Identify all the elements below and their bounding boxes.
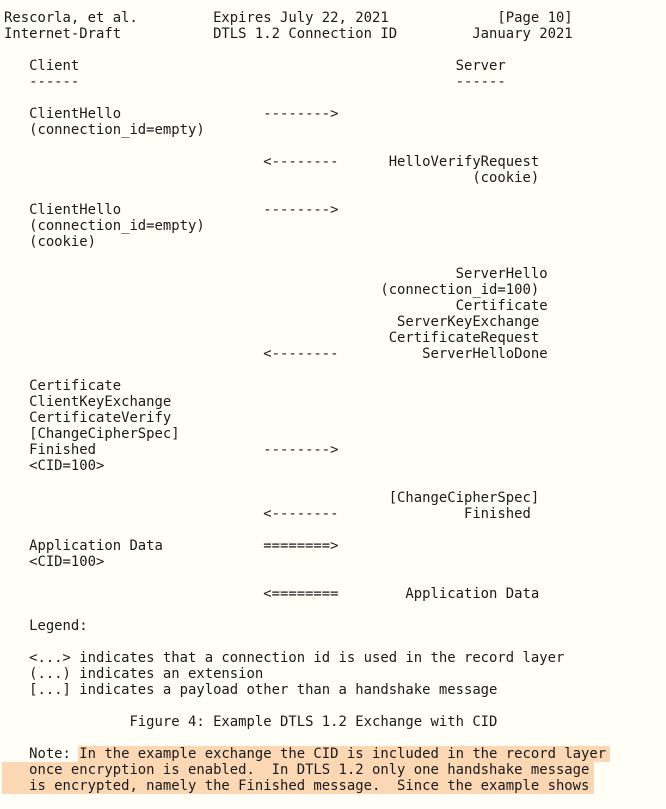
figure-line: ServerKeyExchange <box>4 314 540 330</box>
figure-line: Finished --------> <box>4 442 339 458</box>
figure-line: (cookie) <box>4 170 540 186</box>
figure-line: ------ ------ <box>4 74 506 90</box>
figure-line: (cookie) <box>4 234 96 250</box>
figure-line: <-------- ServerHelloDone <box>4 346 548 362</box>
figure-line: ServerHello <box>4 266 548 282</box>
figure-line: Certificate <box>4 378 122 394</box>
figure-line: <-------- Finished <box>4 506 531 522</box>
note-line: once encryption is enabled. In DTLS 1.2 only one handshake message <box>4 762 590 778</box>
page-header-line-1: Rescorla, et al. Expires July 22, 2021 [Page 10] <box>4 10 573 26</box>
legend-item: (...) indicates an extension <box>4 666 264 682</box>
figure-line: Application Data ========> <box>4 538 339 554</box>
figure-line: CertificateRequest <box>4 330 540 346</box>
figure-line: CertificateVerify <box>4 410 172 426</box>
legend-item: [...] indicates a payload other than a handshake message <box>4 682 498 698</box>
figure-line: <======== Application Data <box>4 586 540 602</box>
figure-line: Certificate <box>4 298 548 314</box>
page-header-line-2: Internet-Draft DTLS 1.2 Connection ID January 2021 <box>4 26 573 42</box>
figure-line: ClientHello --------> <box>4 202 339 218</box>
figure-caption: Figure 4: Example DTLS 1.2 Exchange with CID <box>4 714 498 730</box>
figure-line: (connection_id=100) <box>4 282 540 298</box>
legend-item: <...> indicates that a connection id is used in the record layer <box>4 650 565 666</box>
figure-line: <CID=100> <box>4 554 105 570</box>
legend-heading: Legend: <box>4 618 88 634</box>
figure-line: <CID=100> <box>4 458 105 474</box>
figure-line: [ChangeCipherSpec] <box>4 490 540 506</box>
note-line: is encrypted, namely the Finished message. Since the example shows <box>4 778 590 794</box>
figure-line: (connection_id=empty) <box>4 218 205 234</box>
figure-line: ClientHello --------> <box>4 106 339 122</box>
figure-line: (connection_id=empty) <box>4 122 205 138</box>
note-line: Note: In the example exchange the CID is included in the record layer <box>4 746 607 762</box>
figure-line: [ChangeCipherSpec] <box>4 426 180 442</box>
figure-line: <-------- HelloVerifyRequest <box>4 154 540 170</box>
figure-line: Client Server <box>4 58 506 74</box>
figure-line: ClientKeyExchange <box>4 394 172 410</box>
